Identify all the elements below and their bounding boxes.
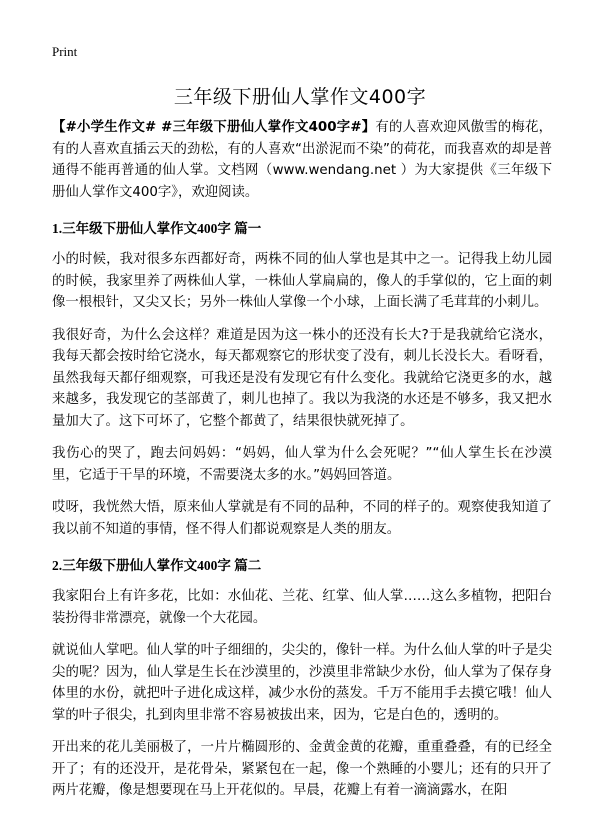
section-2-paragraph-3: 开出来的花儿美丽极了，一片片椭圆形的、金黄金黄的花瓣，重重叠叠，有的已经全开了；有的还没开，是花骨朵，紧紧包在一起，像一个熟睡的小婴儿；还有的只开了两片花瓣，像是想要现在马上开花似的。早晨，花瓣上有着一滴滴露水，在阳 <box>52 740 552 798</box>
section-1-paragraph-2: 我很好奇，为什么会这样？难道是因为这一株小的还没有长大?于是我就给它浇水，我每天都会按时给它浇水，每天都观察它的形状变了没有，刺儿长没长大。看呀看，虽然我每天都仔细观察，可我还是没有发现它有什么变化。我就给它浇更多的水，越来越多，我发现它的茎部黄了，刺儿也掉了。我以为我浇的水还是不够多，我又把水量加大了。这下可坏了，它整个都黄了，结果很快就死掉了。 <box>52 327 552 429</box>
section-1-paragraph-1: 小的时候，我对很多东西都好奇，两株不同的仙人掌也是其中之一。记得我上幼儿园的时候，我家里养了两株仙人掌，一株仙人掌扁扁的，像人的手掌似的，它上面的刺像一根根针，又尖又长；另外一株仙人掌像一个小球，上面长满了毛茸茸的小刺儿。 <box>52 252 552 310</box>
section-heading-1: 1.三年级下册仙人掌作文400字 篇一 <box>52 221 262 236</box>
intro-paragraph <box>52 117 552 203</box>
section-2-paragraph-2: 就说仙人掌吧。仙人掌的叶子细细的，尖尖的，像针一样。为什么仙人掌的叶子是尖尖的呢？因为，仙人掌是生长在沙漠里的，沙漠里非常缺少水份，仙人掌为了保存身体里的水份，就把叶子进化成这样，减少水份的蒸发。千万不能用手去摸它哦！仙人掌的叶子很尖，扎到肉里非常不容易被拔出来，因为，它是白色的，透明的。 <box>52 643 552 723</box>
page-title: 三年级下册仙人掌作文400字 <box>173 86 427 108</box>
intro-text: 有的人喜欢迎风傲雪的梅花，有的人喜欢直插云天的劲松，有的人喜欢“出淤泥而不染”的荷花，而我喜欢的却是普通得不能再普通的仙人掌。文档网（www.wendang.net ）为大家提供《三年级下册仙人掌作文400字》，欢迎阅读。 <box>52 120 553 200</box>
section-2-paragraph-1: 我家阳台上有许多花，比如：水仙花、兰花、红掌、仙人掌……这么多植物，把阳台装扮得非常漂亮，就像一个大花园。 <box>52 589 552 626</box>
section-1-paragraph-4: 哎呀，我恍然大悟，原来仙人掌就是有不同的品种，不同的样子的。观察使我知道了我以前不知道的事情，怪不得人们都说观察是人类的朋友。 <box>52 500 552 537</box>
section-heading-2: 2.三年级下册仙人掌作文400字 篇二 <box>52 558 262 573</box>
intro-tags: 【#小学生作文# #三年级下册仙人掌作文400字#】 <box>52 120 376 135</box>
article-body <box>52 117 552 813</box>
print-label[interactable]: Print <box>52 44 78 59</box>
section-1-paragraph-3: 我伤心的哭了，跑去问妈妈：“妈妈，仙人掌为什么会死呢？”“仙人掌生长在沙漠里，它适于干旱的环境，不需要浇太多的水。”妈妈回答道。 <box>52 446 552 483</box>
